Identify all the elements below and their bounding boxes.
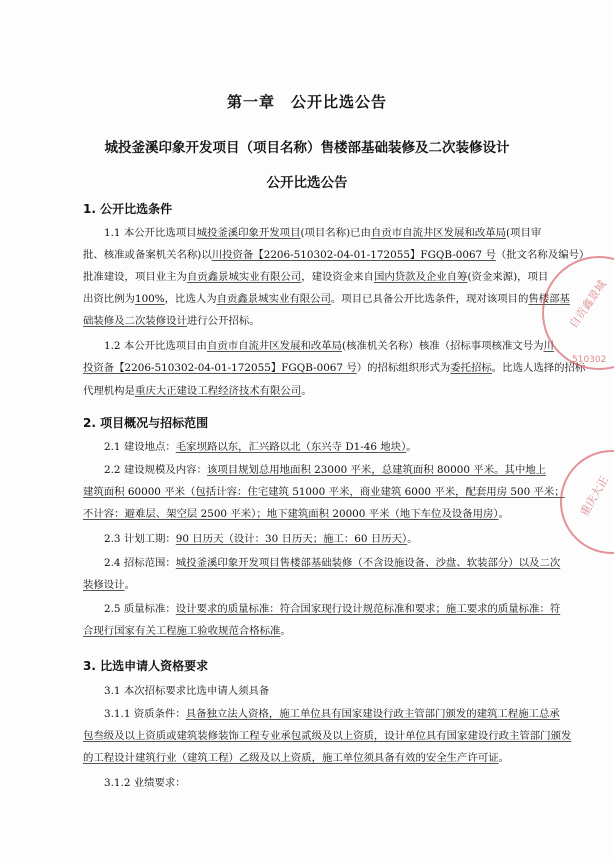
paragraph-line: 建筑面积 60000 平米（包括计容：住宅建筑 51000 平米，商业建筑 6000 平米，配套用房 500 平米； xyxy=(83,486,565,498)
paragraph-line: 出资比例为100%，比选人为自贡鑫景城实业有限公司。项目已具备公开比选条件，现对该项目的售楼部基 xyxy=(83,293,570,305)
paragraph-line: 包叁级及以上资质或建筑装修装饰工程专业承包贰级及以上资质，设计单位具有国家建设行政主管部门颁发 xyxy=(83,730,572,742)
paragraph-line: 础装修及二次装修设计进行公开招标。 xyxy=(83,315,260,327)
chapter-title: 第一章 公开比选公告 xyxy=(226,93,387,111)
paragraph-line: 3.1 本次招标要求比选申请人须具备 xyxy=(104,685,270,697)
paragraph-line: 批准建设，项目业主为自贡鑫景城实业有限公司，建设资金来自国内贷款及企业自筹(资金来源)，项目 xyxy=(83,271,549,283)
paragraph-line: 投资备【2206-510302-04-01-172055】FGQB-0067 号）的招标组织形式为委托招标。比选人选择的招标 xyxy=(83,362,586,374)
seal-2-text: 重庆大正 xyxy=(577,473,612,519)
paragraph-line: 2.5 质量标准：设计要求的质量标准：符合国家现行设计规范标准和要求；施工要求的质量标准：符 xyxy=(104,603,561,615)
section-heading-2: 2. 项目概况与招标范围 xyxy=(83,416,209,430)
paragraph-line: 2.3 计划工期：90 日历天（设计：30 日历天；施工：60 日历天）。 xyxy=(104,533,418,545)
paragraph-line: 的工程设计建筑行业（建筑工程）乙级及以上资质，施工单位须具备有效的安全生产许可证。 xyxy=(83,752,510,764)
paragraph-line: 装修设计。 xyxy=(83,579,135,591)
paragraph-line: 代理机构是重庆大正建设工程经济技术有限公司。 xyxy=(83,385,312,397)
paragraph-line: 2.2 建设规模及内容：该项目规划总用地面积 23000 平米，总建筑面积 80000 平米。其中地上 xyxy=(104,464,547,476)
paragraph-line: 1.1 本公开比选项目城投釜溪印象开发项目(项目名称)已由自贡市自流井区发展和改革局(项目审 xyxy=(104,227,542,239)
section-heading-3: 3. 比选申请人资格要求 xyxy=(83,659,209,673)
seal-1-code: 510302 xyxy=(572,355,607,365)
paragraph-line: 2.1 建设地点：毛家坝路以东，汇兴路以北（东兴寺 D1-46 地块）。 xyxy=(104,441,417,453)
announcement-title: 城投釜溪印象开发项目（项目名称）售楼部基础装修及二次装修设计 xyxy=(104,140,510,156)
section-heading-1: 1. 公开比选条件 xyxy=(83,202,173,216)
announcement-subtitle: 公开比选公告 xyxy=(266,175,348,191)
paragraph-line: 3.1.2 业绩要求： xyxy=(104,777,186,789)
paragraph-line: 3.1.1 资质条件：具备独立法人资格，施工单位具有国家建设行政主管部门颁发的建筑工程施工总承 xyxy=(104,708,560,720)
paragraph-line: 1.2 本公开比选项目由自贡市自流井区发展和改革局(核准机关名称）核准（招标事项核准文号为川 xyxy=(104,340,554,352)
paragraph-line: 2.4 招标范围：城投釜溪印象开发项目售楼部基础装修（不含设施设备、沙盘、软装部分）以及二次 xyxy=(104,557,561,569)
seal-1-text: 自贡鑫景城 xyxy=(566,278,610,331)
paragraph-line: 合现行国家有关工程施工验收规范合格标准。 xyxy=(83,625,291,637)
paragraph-line: 批、核准或备案机关名称)以川投资备【2206-510302-04-01-172055】FGQB-0067 号（批文名称及编号） xyxy=(83,249,590,261)
paragraph-line: 不计容：避难层、架空层 2500 平米）；地下建筑面积 20000 平米（地下车位及设备用房）。 xyxy=(83,508,509,520)
